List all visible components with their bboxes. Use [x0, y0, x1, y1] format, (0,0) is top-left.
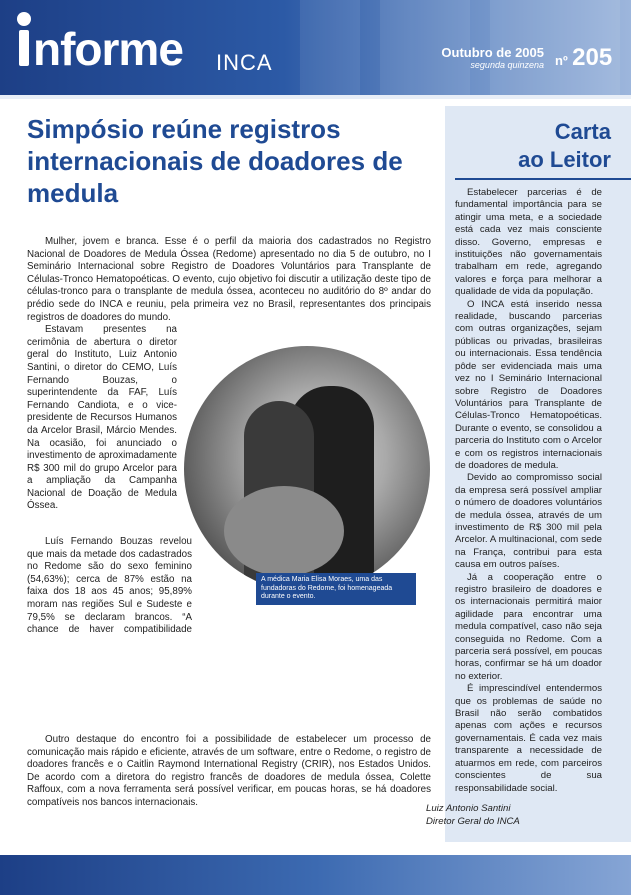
sidebar-title-line: Carta	[554, 119, 611, 144]
photo-caption: A médica Maria Elisa Moraes, uma das fundadoras do Redome, foi homenageada durante o evento.	[256, 573, 416, 605]
sidebar-signature	[426, 802, 520, 828]
event-photo	[184, 346, 430, 592]
logo-i-stem	[19, 30, 29, 66]
article-wrap-column	[27, 324, 177, 513]
sidebar-title-line: ao Leitor	[518, 147, 611, 172]
signature-title: Diretor Geral do INCA	[426, 816, 520, 827]
header-band	[0, 95, 631, 99]
article-paragraph: Mulher, jovem e branca. Esse é o perfil da maioria dos cadastrados no Registro Nacional de Doadores de Medula Óssea (Redome) apresentado no dia 5 de outubro, no I Seminário Internacional sobre Registro de Doadores Voluntários para Transplante de Células-Tronco Hematopoéticas. O evento, cujo objetivo foi discutir a utilização deste tipo de células-tronco para o transplante de medula óssea, aconteceu no auditório do 8º andar do prédio sede do INCA e reuniu, pela primeira vez no Brasil, representantes dos principais registros de doadores do mundo.	[27, 236, 431, 323]
issue-fortnight: segunda quinzena	[470, 60, 544, 70]
photo-flowers	[224, 486, 344, 576]
article-body-lower	[27, 610, 431, 810]
footer-banner	[0, 855, 631, 895]
issue-label: nº	[555, 53, 568, 68]
article-headline: Simpósio reúne registros internacionais de doadores de medula	[27, 114, 403, 208]
issue-date	[432, 45, 544, 70]
article-paragraph: Outro destaque do encontro foi a possibilidade de estabelecer um processo de comunicação mais rápido e eficiente, através de um software, entre o Redome, o registro de doadores francês e o Caitlin Raymond International Registry (CRIR), nos Estados Unidos. De acordo com a diretora do registro francês de doadores de medula óssea, Colette Raffoux, com a nova ferramenta será possível verificar, em poucas horas, se há doadores compatíveis nos bancos internacionais.	[27, 734, 431, 808]
sidebar-paragraph: É imprescindível entendermos que os problemas de saúde no Brasil não serão combatidos apenas com ações e recursos governamentais. É cada vez mais transparente a necessidade de atuarmos em rede, com parceiros conscientes de sua responsabilidade social.	[455, 683, 602, 794]
sidebar-divider	[455, 178, 631, 180]
issue-month: Outubro de 2005	[441, 45, 544, 60]
article-paragraph: Estavam presentes na cerimônia de abertura o diretor geral do Instituto, Luiz Antonio Santini, o diretor do CEMO, Luís Fernando Bouzas, o superintendente da FAF, Luís Fernando Candiota, e o vice-presidente de Recursos Humanos da Arcelor Brasil, Márcio Mendes. Na ocasião, foi anunciado o investimento de aproximadamente R$ 300 mil do grupo Arcelor para a ampliação da Campanha Nacional de Doação de Medula Óssea.	[27, 324, 177, 512]
sidebar-paragraph: Já a cooperação entre o registro brasileiro de doadores e os internacionais permitirá maior agilidade para encontrar uma medula compatível, caso não seja conseguida no Redome. Com a parceria será possível, em poucas horas, confirmar se há um doador no exterior.	[455, 571, 602, 682]
sidebar-paragraph: Estabelecer parcerias é de fundamental importância para se atingir uma meta, e a sociedade está cada vez mais consciente disso. Governo, empresas e instituições não governamentais trabalham em rede, agregando valores e força para melhorar a qualidade de vida da população.	[455, 187, 602, 298]
sidebar-paragraph: O INCA está inserido nessa realidade, buscando parcerias com outras organizações, sejam públicas ou privadas, brasileiras ou internacionais. Essa tendência pôde ser evidenciada mais uma vez no I Seminário Internacional sobre Registro de Doadores Voluntários para Transplante de Células-Tronco Hematopoéticas. Durante o evento, se consolidou a parceria do Instituto com o Arcelor e com os registros internacionais de doadores de medula.	[455, 298, 602, 471]
issue-value: 205	[572, 44, 613, 71]
logo-i-dot	[17, 12, 31, 26]
sidebar-body	[455, 187, 602, 795]
sidebar-title	[445, 118, 611, 174]
masthead	[0, 0, 631, 95]
masthead-photo-strip	[300, 0, 360, 95]
issue-number	[555, 44, 612, 72]
article-paragraph: Luís Fernando Bouzas revelou que mais da metade dos cadastrados no Redome são do sexo feminino (54,63%); cerca de 87% estão na faixa dos 18 aos 45 anos; 95,89% moram nas regiões Sul e Sudeste e 79,5% se declaram brancos. “A chance de haver compatibilidade	[27, 536, 192, 636]
sidebar-paragraph: Devido ao compromisso social da empresa será possível ampliar o número de doadores voluntários de medula óssea, através de um investimento de R$ 300 mil pela Arcelor. A multinacional, com sede na França, contribui para esta causa em outros países.	[455, 472, 602, 571]
signature-name: Luiz Antonio Santini	[426, 803, 511, 814]
brand-title: nforme	[33, 23, 183, 75]
brand-subtitle: INCA	[216, 50, 273, 75]
